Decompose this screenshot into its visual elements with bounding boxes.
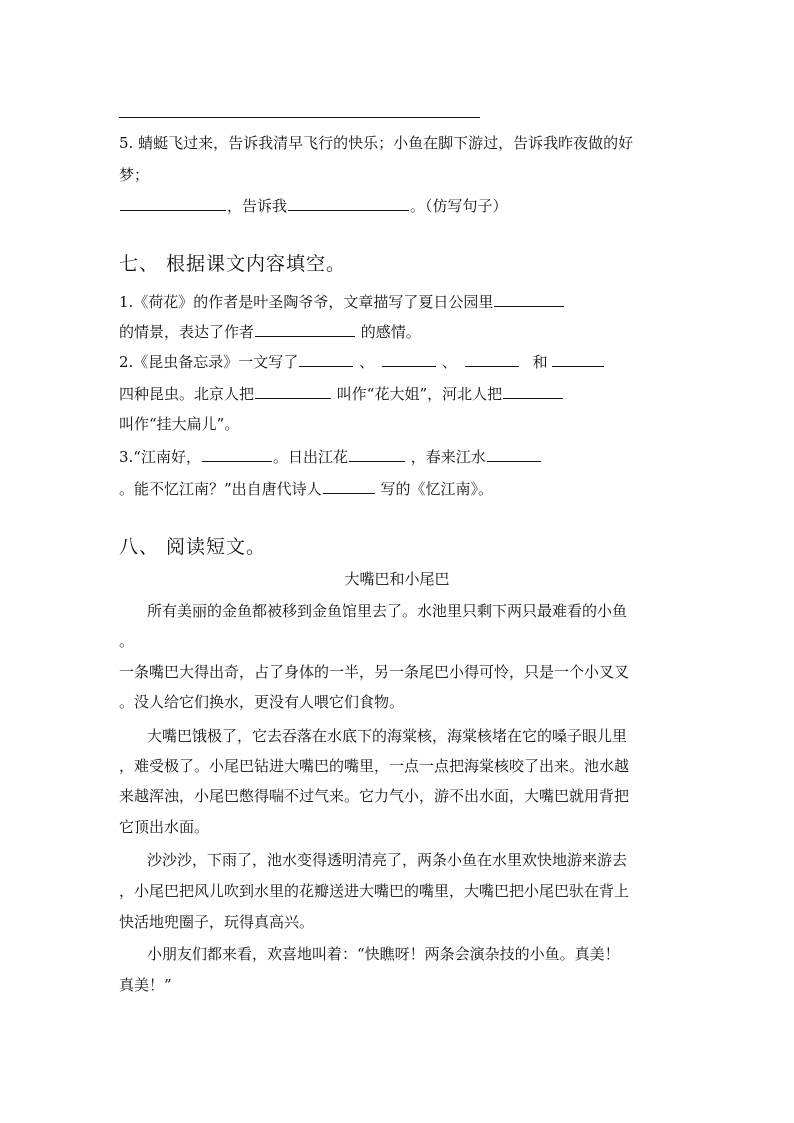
passage-line: 大嘴巴饿极了，它去吞落在水底下的海棠核，海棠核堵在它的嗓子眼儿里 [147, 727, 628, 745]
q5-line1: 5. 蜻蜓飞过来，告诉我清早飞行的快乐；小鱼在脚下游过，告诉我昨夜做的好 [119, 134, 634, 152]
answer-blank[interactable] [503, 384, 563, 399]
answer-blank[interactable] [349, 447, 405, 462]
passage-line: ，小尾巴把风儿吹到水里的花瓣送进大嘴巴的嘴里，大嘴巴把小尾巴驮在背上 [119, 882, 630, 900]
answer-blank[interactable] [494, 292, 564, 307]
section7-heading: 七、 根据课文内容填空。 [119, 253, 347, 275]
answer-blank[interactable] [487, 447, 541, 462]
passage-line: ，难受极了。小尾巴钻进大嘴巴的嘴里，一点一点把海棠核咬了出来。池水越 [119, 757, 630, 775]
answer-blank[interactable] [120, 196, 226, 211]
q5-fill-line: ，告诉我 。（仿写句子） [119, 196, 508, 216]
s7-item3-line1: 3.“江南好， 。日出江花 ，春来江水 [119, 447, 542, 467]
q5-line2: 梦； [119, 166, 150, 184]
answer-line [119, 117, 480, 118]
passage-line: 所有美丽的金鱼都被移到金鱼馆里去了。水池里只剩下两只最难看的小鱼 [147, 602, 628, 620]
s7-item1-line2: 的情景，表达了作者 的感情。 [119, 323, 421, 341]
passage-line: 。 [119, 632, 135, 650]
answer-blank[interactable] [552, 352, 604, 367]
answer-blank[interactable] [288, 196, 409, 211]
s7-item2-line3: 叫作“挂大扁儿”。 [119, 415, 240, 433]
answer-blank[interactable] [202, 447, 272, 462]
answer-blank[interactable] [323, 479, 375, 494]
s7-item2-line1: 2.《昆虫备忘录》一文写了 、 、 和 [119, 352, 605, 372]
answer-blank[interactable] [255, 384, 331, 399]
s7-item1-line1: 1.《荷花》的作者是叶圣陶爷爷，文章描写了夏日公园里 [119, 292, 565, 312]
passage-line: 小朋友们都来看，欢喜地叫着：“快瞧呀！两条会演杂技的小鱼。真美！ [147, 945, 620, 963]
passage-title: 大嘴巴和小尾巴 [344, 570, 450, 588]
passage-line: 它顶出水面。 [119, 818, 210, 836]
answer-blank[interactable] [465, 352, 519, 367]
passage-line: 真美！” [119, 976, 172, 994]
passage-line: 。没人给它们换水，更没有人喂它们食物。 [119, 693, 405, 711]
s7-item3-line2: 。能不忆江南？”出自唐代诗人 写的《忆江南》。 [119, 480, 493, 498]
passage-line: 快活地兜圈子，玩得真高兴。 [119, 913, 315, 931]
passage-line: 沙沙沙，下雨了，池水变得透明清亮了，两条小鱼在水里欢快地游来游去 [147, 851, 628, 869]
s7-item2-line2: 四种昆虫。北京人把 叫作“花大姐”，河北人把 [119, 384, 564, 404]
answer-blank[interactable] [382, 352, 436, 367]
section8-heading: 八、 阅读短文。 [119, 536, 267, 558]
answer-blank[interactable] [299, 352, 353, 367]
passage-line: 一条嘴巴大得出奇，占了身体的一半，另一条尾巴小得可怜，只是一个小叉叉 [119, 663, 630, 681]
answer-blank[interactable] [255, 322, 355, 337]
passage-line: 来越浑浊，小尾巴憋得喘不过气来。它力气小，游不出水面，大嘴巴就用背把 [119, 787, 630, 805]
